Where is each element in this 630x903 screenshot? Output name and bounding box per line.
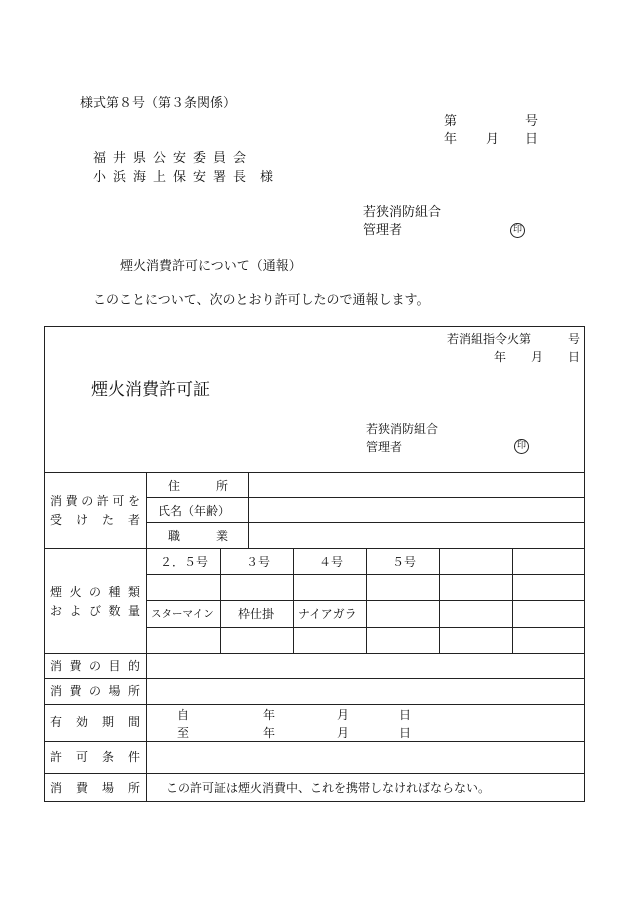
seal-mark-cert xyxy=(514,439,529,454)
period-from-month: 月 xyxy=(337,708,350,722)
grid-line xyxy=(146,497,585,498)
label-char: よ xyxy=(69,604,82,618)
shell-size-3: ３号 xyxy=(246,555,271,569)
period-from-year: 年 xyxy=(263,708,276,722)
label-char: 火 xyxy=(69,585,82,599)
period-from: 自 xyxy=(177,708,190,722)
label-char: 場 xyxy=(108,684,121,698)
label-char: お xyxy=(50,604,63,618)
label-char: の xyxy=(88,684,101,698)
label-char: 条 xyxy=(101,750,114,764)
label-char: 住 xyxy=(168,479,181,493)
seal-text: 印 xyxy=(512,225,522,235)
label-char: 受 xyxy=(50,513,63,527)
label-char: 煙 xyxy=(50,585,63,599)
label-char: 許 xyxy=(96,494,109,508)
grid-line xyxy=(44,704,585,705)
label-char: 消 xyxy=(50,659,63,673)
label-char: 数 xyxy=(108,604,121,618)
label-char: の xyxy=(88,659,101,673)
label-char: 効 xyxy=(75,715,88,729)
label-char: 費 xyxy=(75,781,88,795)
shell-size-5: ５号 xyxy=(392,555,417,569)
doc-date-month: 月 xyxy=(486,132,500,147)
doc-number-go: 号 xyxy=(525,114,539,129)
grid-line xyxy=(44,472,585,473)
label-char: け xyxy=(75,513,88,527)
type-wakujikake: 枠仕掛 xyxy=(238,607,275,621)
type-starmine: スターマイン xyxy=(151,608,214,620)
place-label xyxy=(50,685,140,697)
grid-line xyxy=(220,548,221,653)
addressee-line2: 小浜海上保安署長 xyxy=(93,170,254,185)
label-char: 業 xyxy=(215,529,228,543)
label-char: 許 xyxy=(50,750,63,764)
grid-line xyxy=(44,773,585,774)
label-char: 可 xyxy=(75,750,88,764)
issuer-title: 管理者 xyxy=(366,440,403,454)
grid-line xyxy=(146,522,585,523)
consumption-site-label xyxy=(50,782,140,794)
label-char: 類 xyxy=(127,585,140,599)
grid-line xyxy=(248,472,249,548)
cert-date-month: 月 xyxy=(531,350,544,364)
grid-line xyxy=(293,548,294,653)
body-text: このことについて、次のとおり許可したので通報します。 xyxy=(93,293,430,308)
cert-date-day: 日 xyxy=(568,350,581,364)
cert-ref-prefix: 若消組指令火第 xyxy=(447,332,532,346)
label-char: 量 xyxy=(127,604,140,618)
label-char: を xyxy=(127,494,140,508)
cert-date-year: 年 xyxy=(494,350,507,364)
grid-line xyxy=(44,741,585,742)
label-char: 消 xyxy=(50,781,63,795)
doc-number-dai: 第 xyxy=(444,114,458,129)
label-char: 消 xyxy=(50,494,63,508)
label-char: 場 xyxy=(101,781,114,795)
period-to-day: 日 xyxy=(399,726,412,740)
fireworks-label-line1 xyxy=(50,586,140,598)
label-char: 職 xyxy=(168,529,181,543)
label-char: 費 xyxy=(69,659,82,673)
label-char: び xyxy=(88,604,101,618)
addressee-line1: 福井県公安委員会 xyxy=(93,151,254,166)
doc-date-year: 年 xyxy=(444,132,458,147)
label-char: 者 xyxy=(127,513,140,527)
grid-line xyxy=(512,548,513,653)
type-niagara: ナイアガラ xyxy=(298,607,357,621)
grid-line xyxy=(44,678,585,679)
period-to: 至 xyxy=(177,726,190,740)
addressee-honorific: 様 xyxy=(260,170,274,185)
label-char: 所 xyxy=(127,684,140,698)
cert-ref-suffix: 号 xyxy=(568,332,581,346)
label-char: 費 xyxy=(65,494,78,508)
grid-line xyxy=(44,653,585,654)
sender-title: 管理者 xyxy=(363,223,403,238)
label-char: 種 xyxy=(108,585,121,599)
label-char: の xyxy=(81,494,94,508)
period-to-month: 月 xyxy=(337,726,350,740)
label-char: の xyxy=(88,585,101,599)
period-label xyxy=(50,716,140,728)
grid-line xyxy=(439,548,440,653)
label-char: 的 xyxy=(127,659,140,673)
sender-org: 若狭消防組合 xyxy=(363,205,442,220)
certificate-title: 煙火消費許可証 xyxy=(91,380,210,400)
label-char: 有 xyxy=(50,715,63,729)
grid-line xyxy=(44,548,585,549)
grid-line xyxy=(366,548,367,653)
certificate-notice: この許可証は煙火消費中、これを携帯しなければならない。 xyxy=(166,781,491,795)
label-char: 間 xyxy=(127,715,140,729)
shell-size-2-5: ２．５号 xyxy=(160,555,209,569)
address-label xyxy=(168,480,228,492)
label-char: 目 xyxy=(108,659,121,673)
conditions-label xyxy=(50,751,140,763)
name-age-label: 氏名（年齢） xyxy=(158,504,231,518)
label-char: 所 xyxy=(127,781,140,795)
period-to-year: 年 xyxy=(263,726,276,740)
issuer-org: 若狭消防組合 xyxy=(366,422,439,436)
label-char: 期 xyxy=(101,715,114,729)
grid-line xyxy=(146,472,147,802)
label-char: 所 xyxy=(215,479,228,493)
period-from-day: 日 xyxy=(399,708,412,722)
label-char: 可 xyxy=(112,494,125,508)
shell-size-4: ４号 xyxy=(319,555,344,569)
occupation-label xyxy=(168,530,228,542)
subject-line: 煙火消費許可について（通報） xyxy=(120,259,302,274)
permittee-label-line1 xyxy=(50,495,140,507)
seal-text: 印 xyxy=(516,441,526,451)
label-char: た xyxy=(101,513,114,527)
fireworks-label-line2 xyxy=(50,605,140,617)
doc-date-day: 日 xyxy=(525,132,539,147)
label-char: 消 xyxy=(50,684,63,698)
permittee-label-line2 xyxy=(50,514,140,526)
form-number: 様式第８号（第３条関係） xyxy=(80,96,237,111)
label-char: 費 xyxy=(69,684,82,698)
label-char: 件 xyxy=(127,750,140,764)
seal-mark-upper xyxy=(510,223,525,238)
purpose-label xyxy=(50,660,140,672)
